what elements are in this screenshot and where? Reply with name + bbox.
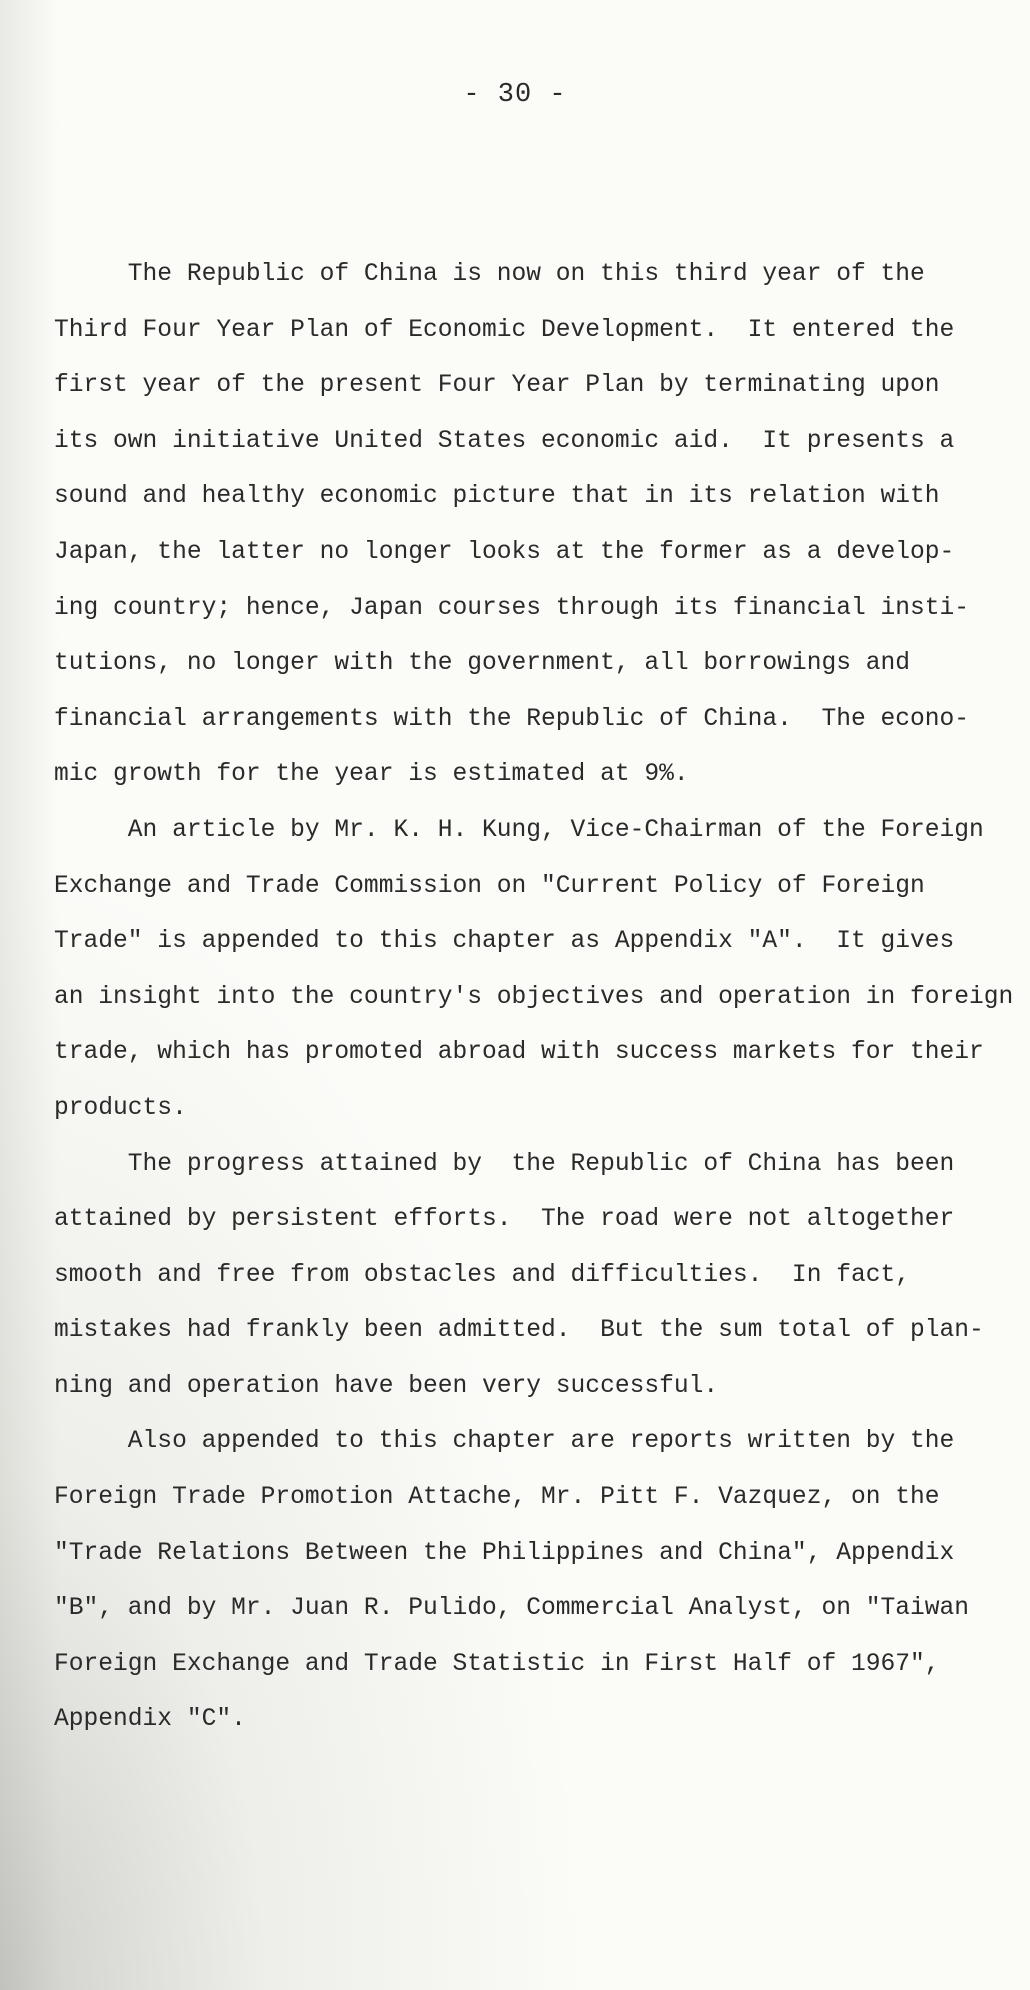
text-line: Third Four Year Plan of Economic Development. It entered the [54, 316, 955, 344]
text-line: An article by Mr. K. H. Kung, Vice-Chairman of the Foreign [54, 816, 984, 844]
text-line: ing country; hence, Japan courses through its financial insti- [54, 594, 970, 622]
body-text [54, 247, 1014, 1748]
text-line: Appendix "C". [54, 1706, 246, 1734]
text-line: Foreign Trade Promotion Attache, Mr. Pitt F. Vazquez, on the [54, 1484, 940, 1512]
text-line: attained by persistent efforts. The road were not altogether [54, 1206, 955, 1234]
text-line: The Republic of China is now on this third year of the [54, 261, 925, 288]
text-line: Exchange and Trade Commission on "Current Policy of Foreign [54, 872, 925, 900]
text-line: its own initiative United States economic aid. It presents a [54, 427, 955, 455]
page-number: - 30 - [463, 80, 567, 110]
text-line: Foreign Exchange and Trade Statistic in First Half of 1967", [54, 1650, 940, 1678]
text-line: smooth and free from obstacles and difficulties. In fact, [54, 1261, 911, 1289]
text-line: trade, which has promoted abroad with success markets for their [54, 1039, 984, 1067]
paragraph [54, 247, 984, 803]
text-line: "B", and by Mr. Juan R. Pulido, Commercial Analyst, on "Taiwan [54, 1595, 970, 1623]
text-line: an insight into the country's objectives and operation in foreign [54, 983, 1014, 1011]
text-line: "Trade Relations Between the Philippines and China", Appendix [54, 1539, 955, 1567]
paragraph [54, 1137, 984, 1415]
text-line: Also appended to this chapter are reports written by the [54, 1428, 955, 1456]
paragraph [54, 803, 1014, 1137]
text-line: Japan, the latter no longer looks at the former as a develop- [54, 538, 955, 566]
text-line: sound and healthy economic picture that in its relation with [54, 483, 940, 511]
text-line: The progress attained by the Republic of China has been [54, 1150, 955, 1178]
paragraph [54, 1414, 984, 1748]
text-line: products. [54, 1094, 187, 1122]
text-line: mic growth for the year is estimated at 9%. [54, 761, 689, 789]
text-line: first year of the present Four Year Plan by terminating upon [54, 372, 940, 400]
text-line: ning and operation have been very successful. [54, 1372, 719, 1400]
text-line: tutions, no longer with the government, all borrowings and [54, 650, 911, 678]
text-line: mistakes had frankly been admitted. But the sum total of plan- [54, 1317, 984, 1345]
text-line: Trade" is appended to this chapter as Appendix "A". It gives [54, 928, 955, 956]
text-line: financial arrangements with the Republic of China. The econo- [54, 705, 970, 733]
